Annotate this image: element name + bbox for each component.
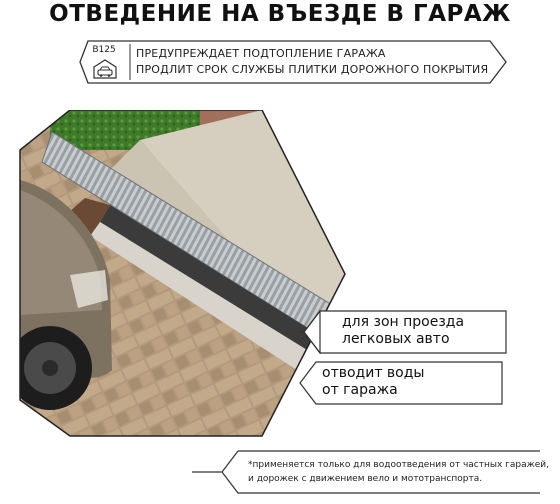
callout-garage-water-line-2: от гаража [322,382,398,398]
banner-benefits [136,46,506,78]
footnote-line-2: и дорожек с движением вело и мототранспорта. [248,474,483,484]
info-banner [78,40,508,84]
callout-passenger-cars-line-1: для зон проезда [342,314,465,330]
callout-garage-water-text [322,365,424,399]
footnote-line-1: *применяется только для водоотведения от частных гаражей, [248,460,549,470]
callout-passenger-cars [296,310,508,354]
footnote [192,450,549,494]
footnote-text [248,458,549,486]
benefit-line-flooding: ПРЕДУПРЕЖДАЕТ ПОДТОПЛЕНИЕ ГАРАЖА [136,47,386,60]
callout-passenger-cars-line-2: легковых авто [342,331,450,347]
callout-passenger-cars-text [342,314,464,348]
benefit-line-tiles: ПРОДЛИТ СРОК СЛУЖБЫ ПЛИТКИ ДОРОЖНОГО ПОКРЫТИЯ [136,63,489,76]
load-class-badge [85,43,123,81]
callout-garage-water-line-1: отводит воды [322,365,425,381]
page-title: ОТВЕДЕНИЕ НА ВЪЕЗДЕ В ГАРАЖ [49,1,511,27]
load-class-label: B125 [92,45,116,55]
car-garage-icon [93,59,117,79]
callout-garage-water [292,361,504,405]
